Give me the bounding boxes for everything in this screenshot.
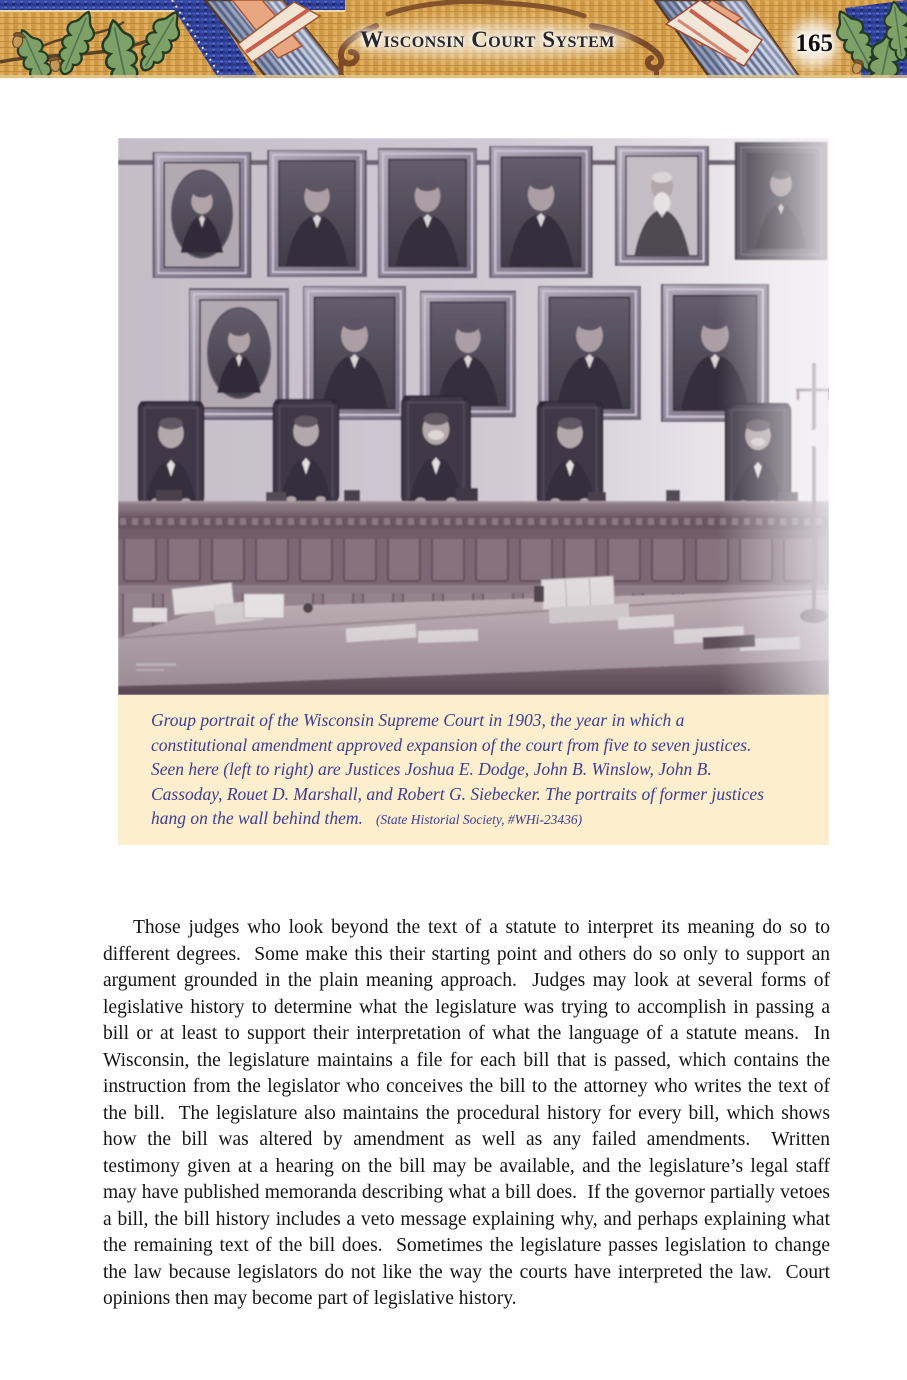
body-paragraph: Those judges who look beyond the text of a statute to interpret its meaning do so to different degrees. Some make this their starting point and others do so only to support an argument grounded in the plain meaning approach. Judges may look at several forms of legislative history to determine what the legislature was trying to accomplish in passing a bill or at least to support their interpretation of what the language of a statute means. In Wisconsin, the legislature maintains a file for each bill that is passed, which contains the instruction from the legislator who conceives the bill to the attorney who writes the text of the bill. The legislature also maintains the procedural history for every bill, which shows how the bill was altered by amendment as well as any failed amendments. Written testimony given at a hearing on the bill may be available, and the legislature’s legal staff may have published memoranda describing what a bill does. If the governor partially vetoes a bill, the bill history includes a veto message explaining why, and perhaps explaining what the remaining text of the bill does. Sometimes the legislature passes legislation to change the law because legislators do not like the way the courts have interpreted the law. Court opinions then may become part of legislative history. [103,917,835,1309]
photo-figure [118,138,829,695]
caption-text: Group portrait of the Wisconsin Supreme Court in 1903, the year in which a constitutional amendment approved expansion of the court from five to seven justices. Seen here (left to right) are Justices Joshua E. Dodge, John B. Winslow, John B. Cassoday, Rouet D. Marshall, and Robert G. Siebecker. The portraits of former justices hang on the wall behind them. [151,710,764,828]
supreme-court-1903-photo [118,138,829,695]
photo-caption [151,708,773,833]
header-banner [0,0,907,78]
body-text [103,862,835,1366]
photo-caption-box [118,695,829,845]
photo-credit: (State Historial Society, #WHi-23436) [375,812,583,827]
page-title: Wisconsin Court System [360,27,615,52]
page-number: 165 [795,30,833,57]
